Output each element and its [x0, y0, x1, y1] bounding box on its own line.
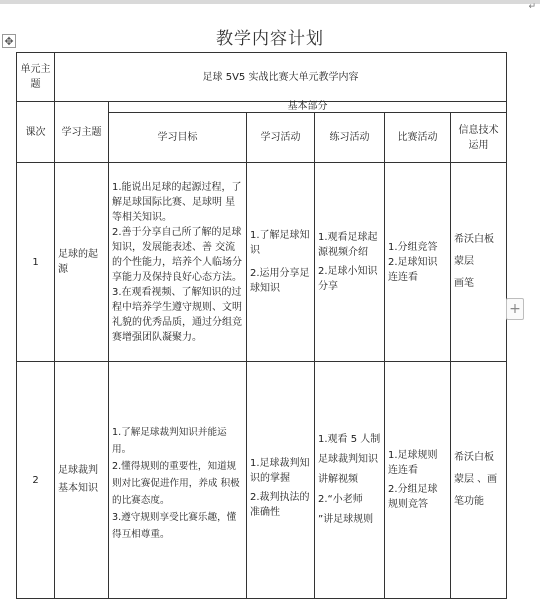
tech-item: 希沃白板蒙层	[454, 234, 494, 267]
lesson-number-cell	[17, 362, 55, 599]
unit-row	[17, 53, 507, 102]
lesson-tech-cell	[451, 163, 507, 362]
goal-item: 2.懂得规则的重要性，知道规则对比赛促进作用，养成 积极的比赛态度。	[112, 460, 240, 506]
goal-header: 学习目标	[157, 132, 198, 143]
practice-item: 1.观看足球起源视频介绍	[318, 232, 378, 258]
add-column-plus-icon[interactable]: +	[506, 298, 524, 320]
unit-label-cell	[17, 53, 55, 102]
lesson-row-2	[17, 362, 507, 599]
unit-label: 单元主题	[20, 64, 51, 90]
goal-item: 3.遵守规则享受比赛乐趣，懂得互相尊重。	[112, 511, 237, 540]
lesson-topic: 足球的起源	[58, 249, 98, 275]
lesson-topic: 足球裁判基本知识	[58, 465, 98, 494]
lesson-tech-cell	[451, 362, 507, 599]
lesson-goals-cell	[109, 163, 247, 362]
table-move-handle-icon[interactable]: ✥	[2, 34, 16, 48]
tech-header: 信息技术运用	[458, 124, 499, 151]
practice-item: 1.观看 5 人制足球裁判知识讲解视频	[318, 434, 381, 485]
goal-item: 2.善于分享自己所了解的足球知识，发展能表述、善 交流的个性能力，培养个人临场分享能力及保持良好心态方法。	[112, 226, 242, 283]
goal-header-cell	[109, 113, 247, 163]
lesson-matches-cell	[385, 163, 451, 362]
lesson-activities-cell	[247, 163, 315, 362]
goal-item: 1.能说出足球的起源过程，了解足球国际比赛、足球明 星等相关知识。	[112, 181, 242, 223]
basic-section-row	[17, 102, 507, 113]
lesson-header: 课次	[25, 126, 46, 138]
activity-header: 学习活动	[260, 132, 301, 143]
lesson-topic-cell	[55, 362, 109, 599]
page-top-border	[0, 0, 540, 4]
practice-item: 2.足球小知识分享	[318, 266, 378, 292]
activity-item: 2.裁判执法的准确性	[250, 492, 310, 518]
unit-value-cell	[55, 53, 507, 102]
teaching-plan-table	[16, 52, 507, 599]
practice-header-cell	[315, 113, 385, 163]
topic-header-cell	[55, 102, 109, 163]
match-item: 1.足球规则连连看	[388, 450, 438, 476]
practice-header: 练习活动	[329, 132, 370, 143]
unit-value: 足球 5V5 实战比赛大单元教学内容	[202, 71, 359, 83]
match-header: 比赛活动	[397, 132, 438, 143]
tech-header-cell	[451, 113, 507, 163]
activity-header-cell	[247, 113, 315, 163]
lesson-number-cell	[17, 163, 55, 362]
lesson-number: 2	[32, 474, 39, 486]
match-item: 2.足球知识连连看	[388, 256, 438, 283]
tech-item: 希沃白板蒙层 、画笔功能	[454, 452, 498, 507]
activity-item: 1.足球裁判知识的掌握	[250, 458, 310, 484]
lesson-practices-cell	[315, 362, 385, 599]
practice-item: 2.“小老师 ”讲足球规则	[318, 494, 374, 525]
lesson-row-1	[17, 163, 507, 362]
lesson-activities-cell	[247, 362, 315, 599]
goal-item: 1.了解足球裁判知识并能运用。	[112, 426, 227, 455]
lesson-practices-cell	[315, 163, 385, 362]
match-item: 1.分组竞答	[388, 241, 438, 253]
corner-mark-icon: ↵	[528, 2, 536, 12]
basic-section-label: 基本部分	[287, 101, 328, 112]
match-header-cell	[385, 113, 451, 163]
lesson-topic-cell	[55, 163, 109, 362]
activity-item: 2.运用分享足球知识	[250, 268, 310, 294]
page-title: 教学内容计划	[216, 29, 324, 49]
topic-header: 学习主题	[61, 126, 102, 138]
lesson-matches-cell	[385, 362, 451, 599]
lesson-number: 1	[32, 256, 39, 268]
lesson-header-cell	[17, 102, 55, 163]
goal-item: 3.在观看视频、了解知识的过程中培养学生遵守规则、文明礼貌的优秀品质，通过分组竞赛增强团队凝聚力。	[112, 286, 242, 343]
basic-section-cell	[109, 102, 507, 113]
tech-item: 画笔	[454, 278, 474, 289]
lesson-goals-cell	[109, 362, 247, 599]
activity-item: 1.了解足球知识	[250, 230, 310, 256]
match-item: 2.分组足球规则竞答	[388, 484, 438, 510]
